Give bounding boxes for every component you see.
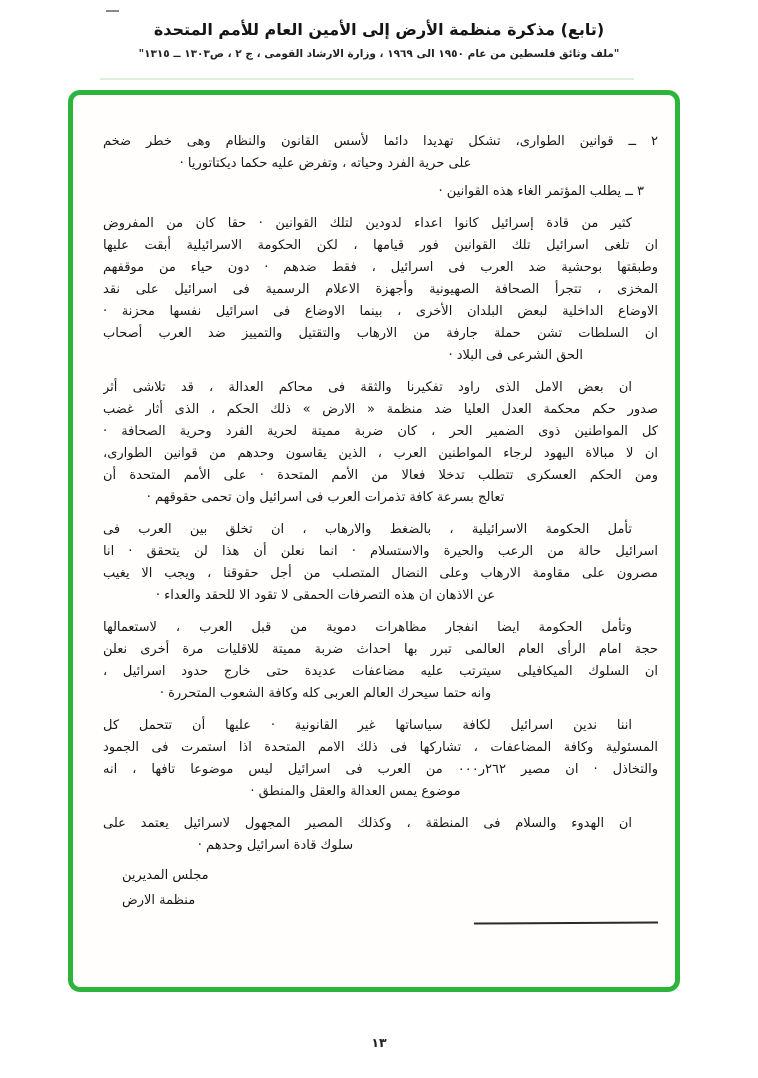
text-line: وطبقتها بوحشية ضد العرب فى اسرائيل ، فقط ضدهم · دون حياء من موقفهم	[103, 260, 658, 275]
text-line: ان السلوك الميكافيلى سيترتب عليه مضاعفات عديدة حتى خارج حدود اسرائيل ،	[103, 664, 658, 679]
text-line: المسئولية وكافة المضاعفات ، تشاركها فى ذلك الامم المتحدة اذا استمرت فى الجمود	[103, 740, 658, 755]
text-line: ومن الحكم العسكرى تتطلب تدخلا فعالا من الأمم المتحدة · على الأمم المتحدة أن	[103, 468, 658, 483]
text-line: تأمل الحكومة الاسرائيلية ، بالضغط والارهاب ، ان تخلق بين العرب فى	[103, 522, 632, 537]
text-line: حجة امام الرأى العام العالمى تبرر بها احداث ضربة مميتة للاقليات مرة أخرى نعلن	[103, 642, 658, 657]
signature-divider	[474, 921, 658, 924]
scan-artifact-dash	[106, 10, 119, 12]
page-title: (تابع) مذكرة منظمة الأرض إلى الأمين العام للأمم المتحدة	[153, 20, 605, 39]
text-line: ان لا مبالاة اليهود لرجاء المواطنين العرب ، الذين يقاسون وحدهم من قوانين الطوارى،	[103, 446, 658, 461]
text-line: على حرية الفرد وحياته ، وتفرض عليه حكما ديكتاتوريا ·	[179, 156, 472, 171]
text-line: صدور حكم محكمة العدل العليا ضد منظمة « الارض » ذلك الحكم ، الذى أثار غضب	[103, 402, 658, 417]
paragraph-6	[103, 813, 658, 857]
text-line: تعالج بسرعة كافة تذمرات العرب فى اسرائيل وان تحمى حقوقهم ·	[146, 490, 505, 505]
paragraph-3	[103, 519, 658, 607]
text-line: عن الاذهان ان هذه التصرفات الحمقى لا تقود الا للحقد والعداء ·	[155, 588, 496, 603]
signature-block	[103, 863, 658, 913]
paragraph-4	[103, 617, 658, 705]
text-line: ان تلغى اسرائيل تلك القوانين فور قيامها ، لكن الحكومة الاسرائيلية أبقت عليها	[103, 238, 658, 253]
source-citation: "ملف وثائق فلسطين من عام ١٩٥٠ الى ١٩٦٩ ، وزارة الارشاد القومى ، ج ٢ ، ص١٣٠٣ ــ ١٣١٥"	[138, 48, 620, 60]
text-line: وتأمل الحكومة ايضا انفجار مظاهرات دموية من قبل العرب ، لاستعمالها	[103, 620, 632, 635]
text-line: الاوضاع الداخلية لبعض البلدان الأخرى ، بينما الاوضاع فى اسرائيل نفسها محزنة ·	[103, 304, 658, 319]
page-number: ١٣	[371, 1035, 387, 1050]
text-line: سلوك قادة اسرائيل وحدهم ·	[197, 838, 354, 853]
text-line: ٣ ــ يطلب المؤتمر الغاء هذه القوانين ·	[438, 184, 644, 199]
text-line: اسرائيل حالة من الرعب والحيرة والاستسلام · انما نعلن أن هذا لن يتحقق · انا	[103, 544, 658, 559]
numbered-item-3	[103, 181, 658, 203]
numbered-item-2	[103, 131, 658, 175]
text-line: ان بعض الامل الذى راود تفكيرنا والثقة فى محاكم العدالة ، قد تلاشى أثر	[103, 380, 632, 395]
signature-line-org: منظمة الارض	[122, 893, 196, 908]
paragraph-1	[103, 213, 658, 367]
text-line: ان الهدوء والسلام فى المنطقة ، وكذلك المصير المجهول لاسرائيل يعتمد على	[103, 816, 632, 831]
text-line: والتخاذل · ان مصير ٢٦٢ر٠٠٠ من العرب فى اسرائيل ليس موضوعا تافها ، انه	[103, 762, 658, 777]
paragraph-5	[103, 715, 658, 803]
text-line: كل المواطنين ذوى الضمير الحر ، كان ضربة مميتة لحرية الفرد وحرية الصحافة ·	[103, 424, 658, 439]
text-line: الحق الشرعى فى البلاد ·	[448, 348, 583, 363]
text-line: وانه حتما سيحرك العالم العربى كله وكافة الشعوب المتحررة ·	[159, 686, 492, 701]
text-line: كثير من قادة إسرائيل كانوا اعداء لدودين لتلك القوانين · حقا كان من المفروض	[103, 216, 632, 231]
text-line: مصرون على مقاومة الارهاب وعلى النضال المتصلب من أجل حقوقنا ، ويجب الا يغيب	[103, 566, 658, 581]
page-header	[0, 20, 758, 60]
document-text	[73, 95, 675, 987]
paragraph-2	[103, 377, 658, 509]
signature-line-board: مجلس المديرين	[122, 868, 209, 883]
text-line: موضوع يمس العدالة والعقل والمنطق ·	[250, 784, 461, 799]
text-line: المخزى ، تتجرأ الصحافة الصهيونية وأجهزة الاعلام الرسمية فى اسرائيل على نقد	[103, 282, 658, 297]
scan-bleed-line	[100, 78, 634, 80]
text-line: ٢ ــ قوانين الطوارى، تشكل تهديدا دائما لأسس القانون والنظام وهى خطر ضخم	[103, 134, 658, 149]
text-line: اننا ندين اسرائيل لكافة سياساتها غير القانونية · عليها أن تتحمل كل	[103, 718, 632, 733]
green-border-frame	[68, 90, 680, 992]
text-line: ان السلطات تشن حملة جارفة من الارهاب والتقتيل والتمييز ضد العرب أصحاب	[103, 326, 658, 341]
